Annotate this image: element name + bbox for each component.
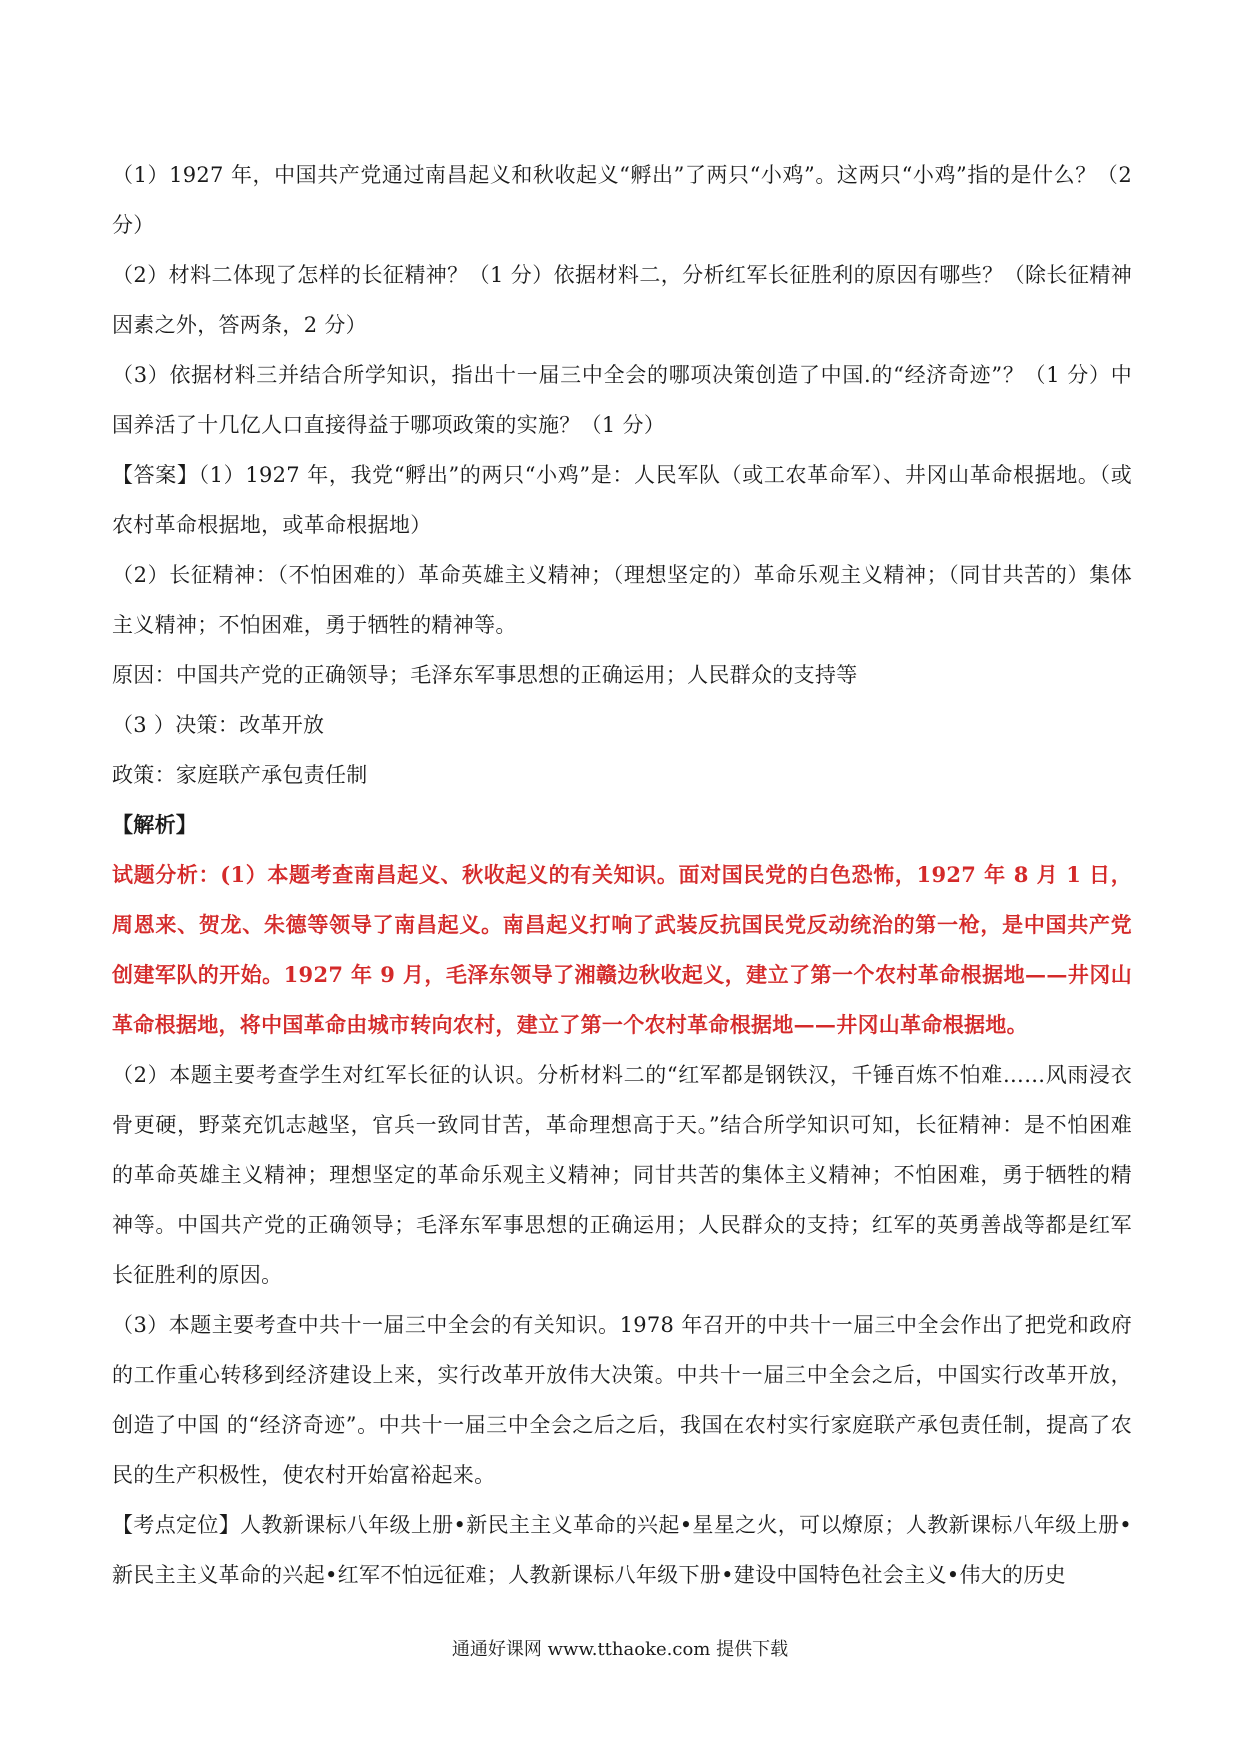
analysis-3: （3）本题主要考查中共十一届三中全会的有关知识。1978 年召开的中共十一届三中全会作出了把党和政府的工作重心转移到经济建设上来，实行改革开放伟大决策。中共十一届三中全会之后，中国实行改革开放，创造了中国 的“经济奇迹”。中共十一届三中全会之后之后，我国在农村实行家庭联产承包责任制，提高了农民的生产积极性，使农村开始富裕起来。 xyxy=(112,1313,1132,1487)
answer-2-reasons: 原因：中国共产党的正确领导；毛泽东军事思想的正确运用；人民群众的支持等 xyxy=(112,663,858,687)
analysis-heading: 【解析】 xyxy=(112,812,198,837)
answer-2: （2）长征精神：（不怕困难的）革命英雄主义精神；（理想坚定的）革命乐观主义精神；（同甘共苦的）集体主义精神；不怕困难，勇于牺牲的精神等。 xyxy=(112,563,1132,637)
analysis-1: 试题分析：(1）本题考查南昌起义、秋收起义的有关知识。面对国民党的白色恐怖，1927 年 8 月 1 日，周恩来、贺龙、朱德等领导了南昌起义。南昌起义打响了武装反抗国民党反动统治的第一枪，是中国共产党创建军队的开始。1927 年 9 月，毛泽东领导了湘赣边秋收起义，建立了第一个农村革命根据地——井冈山革命根据地，将中国革命由城市转向农村，建立了第一个农村革命根据地——井冈山革命根据地。 xyxy=(112,862,1132,1037)
page-footer: 通通好课网 www.tthaoke.com 提供下载 xyxy=(451,1639,789,1660)
answer-3-policy: 政策：家庭联产承包责任制 xyxy=(112,763,368,787)
question-1: （1）1927 年，中国共产党通过南昌起义和秋收起义“孵出”了两只“小鸡”。这两只“小鸡”指的是什么？（2 分） xyxy=(112,163,1132,237)
question-2: （2）材料二体现了怎样的长征精神？（1 分）依据材料二，分析红军长征胜利的原因有哪些？（除长征精神因素之外，答两条，2 分） xyxy=(112,263,1132,337)
question-3: （3）依据材料三并结合所学知识，指出十一届三中全会的哪项决策创造了中国.的“经济奇迹”？（1 分）中国养活了十几亿人口直接得益于哪项政策的实施？（1 分） xyxy=(112,363,1132,437)
answer-1: 【答案】（1）1927 年，我党“孵出”的两只“小鸡”是：人民军队（或工农革命军）、井冈山革命根据地。（或农村革命根据地，或革命根据地） xyxy=(112,463,1132,537)
document-body xyxy=(112,150,1132,1600)
analysis-2: （2）本题主要考查学生对红军长征的认识。分析材料二的“红军都是钢铁汉，千锤百炼不怕难……风雨浸衣骨更硬，野菜充饥志越坚，官兵一致同甘苦，革命理想高于天。”结合所学知识可知，长征精神：是不怕困难的革命英雄主义精神；理想坚定的革命乐观主义精神；同甘共苦的集体主义精神；不怕困难，勇于牺牲的精神等。中国共产党的正确领导；毛泽东军事思想的正确运用；人民群众的支持；红军的英勇善战等都是红军长征胜利的原因。 xyxy=(112,1063,1132,1287)
answer-3-decision: （3 ）决策：改革开放 xyxy=(112,713,325,737)
knowledge-point: 【考点定位】人教新课标八年级上册•新民主主义革命的兴起•星星之火，可以燎原；人教新课标八年级上册•新民主主义革命的兴起•红军不怕远征难；人教新课标八年级下册•建设中国特色社会主义•伟大的历史 xyxy=(112,1513,1132,1587)
